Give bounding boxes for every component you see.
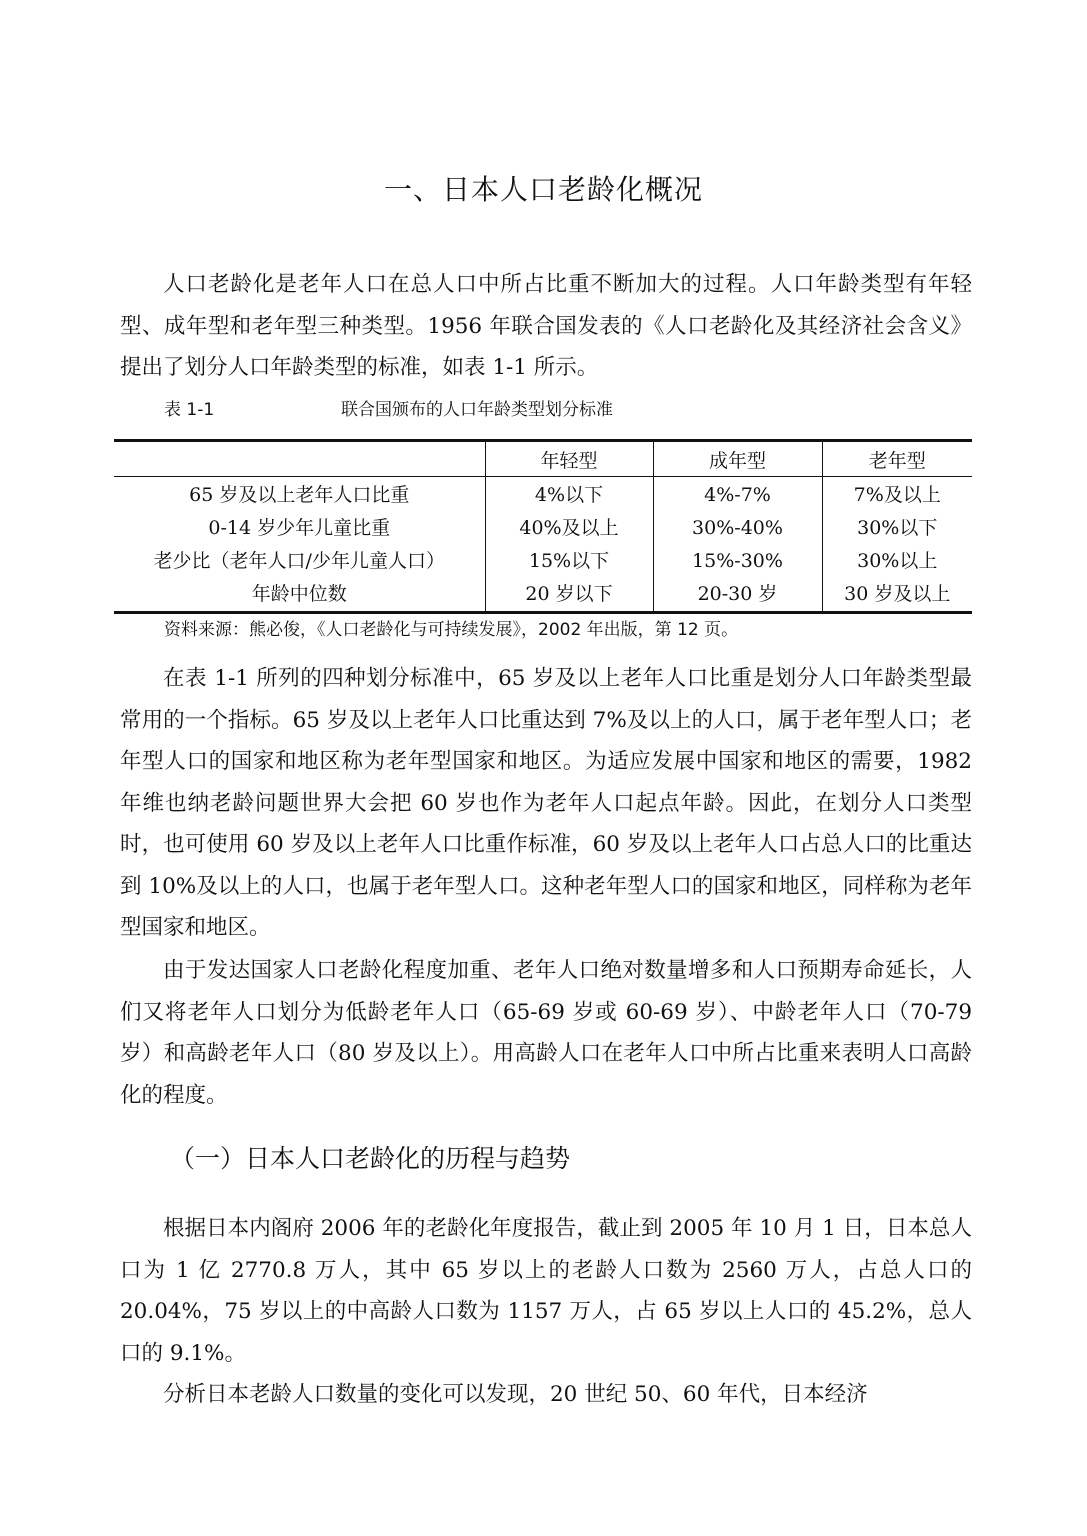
paragraph-age-groups: 由于发达国家人口老龄化程度加重、老年人口绝对数量增多和人口预期寿命延长，人们又将老年人口划分为低龄老年人口（65-69 岁或 60-69 岁）、中龄老年人口（70-79 岁）和高龄老年人口（80 岁及以上）。用高龄人口在老年人口中所占比重来表明人口高龄化的程度。 xyxy=(120,958,972,1108)
table-cell: 40%及以上 xyxy=(485,512,653,545)
table-cell: 4%-7% xyxy=(653,477,822,513)
table-cell: 20 岁以下 xyxy=(485,578,653,613)
table-label: 表 1-1 xyxy=(164,400,215,420)
table-cell: 0-14 岁少年儿童比重 xyxy=(208,517,391,539)
table-header-row xyxy=(114,441,972,477)
table-cell: 20-30 岁 xyxy=(653,578,822,613)
paragraph-analysis: 分析日本老龄人口数量的变化可以发现，20 世纪 50、60 年代，日本经济 xyxy=(163,1382,868,1407)
paragraph-intro: 人口老龄化是老年人口在总人口中所占比重不断加大的过程。人口年龄类型有年轻型、成年型和老年型三种类型。1956 年联合国发表的《人口老龄化及其经济社会含义》提出了划分人口年龄类型的标准，如表 1-1 所示。 xyxy=(120,272,972,380)
table-cell: 65 岁及以上老年人口比重 xyxy=(189,484,410,506)
age-type-table xyxy=(114,439,972,614)
subsection-title: （一）日本人口老龄化的历程与趋势 xyxy=(170,1144,571,1173)
table-header-cell xyxy=(114,441,485,477)
table-cell: 30 岁及以上 xyxy=(822,578,972,613)
paragraph-standards: 在表 1-1 所列的四种划分标准中，65 岁及以上老年人口比重是划分人口年龄类型最常用的一个指标。65 岁及以上老年人口比重达到 7%及以上的人口，属于老年型人口；老年型人口的国家和地区称为老年型国家和地区。为适应发展中国家和地区的需要，1982 年维也纳老龄问题世界大会把 60 岁也作为老年人口起点年龄。因此，在划分人口类型时，也可使用 60 岁及以上老年人口比重作标准，60 岁及以上老年人口占总人口的比重达到 10%及以上的人口，也属于老年型人口。这种老年型人口的国家和地区，同样称为老年型国家和地区。 xyxy=(120,666,972,940)
table-row xyxy=(114,578,972,613)
table-source-note: 资料来源：熊必俊，《人口老龄化与可持续发展》，2002 年出版，第 12 页。 xyxy=(164,620,739,640)
table-cell: 30%以上 xyxy=(822,545,972,578)
table-cell: 30%以下 xyxy=(822,512,972,545)
table-cell: 年龄中位数 xyxy=(251,583,347,605)
table-cell: 老少比（老年人口/少年儿童人口） xyxy=(153,550,445,572)
table-cell: 4%以下 xyxy=(485,477,653,513)
table-row xyxy=(114,545,972,578)
table-cell: 30%-40% xyxy=(653,512,822,545)
table-header-cell: 成年型 xyxy=(653,441,822,477)
table-row xyxy=(114,477,972,513)
table-header-cell: 老年型 xyxy=(822,441,972,477)
section-title: 一、日本人口老龄化概况 xyxy=(383,173,703,206)
table-cell: 15%以下 xyxy=(485,545,653,578)
table-row xyxy=(114,512,972,545)
table-title: 联合国颁布的人口年龄类型划分标准 xyxy=(341,400,613,420)
table-header-cell: 年轻型 xyxy=(485,441,653,477)
table-cell: 7%及以上 xyxy=(822,477,972,513)
paragraph-japan-stats: 根据日本内阁府 2006 年的老龄化年度报告，截止到 2005 年 10 月 1 日，日本总人口为 1 亿 2770.8 万人，其中 65 岁以上的老龄人口数为 2560 万人，占总人口的 20.04%，75 岁以上的中高龄人口数为 1157 万人，占 65 岁以上人口的 45.2%，总人口的 9.1%。 xyxy=(120,1216,972,1366)
table-cell: 15%-30% xyxy=(653,545,822,578)
